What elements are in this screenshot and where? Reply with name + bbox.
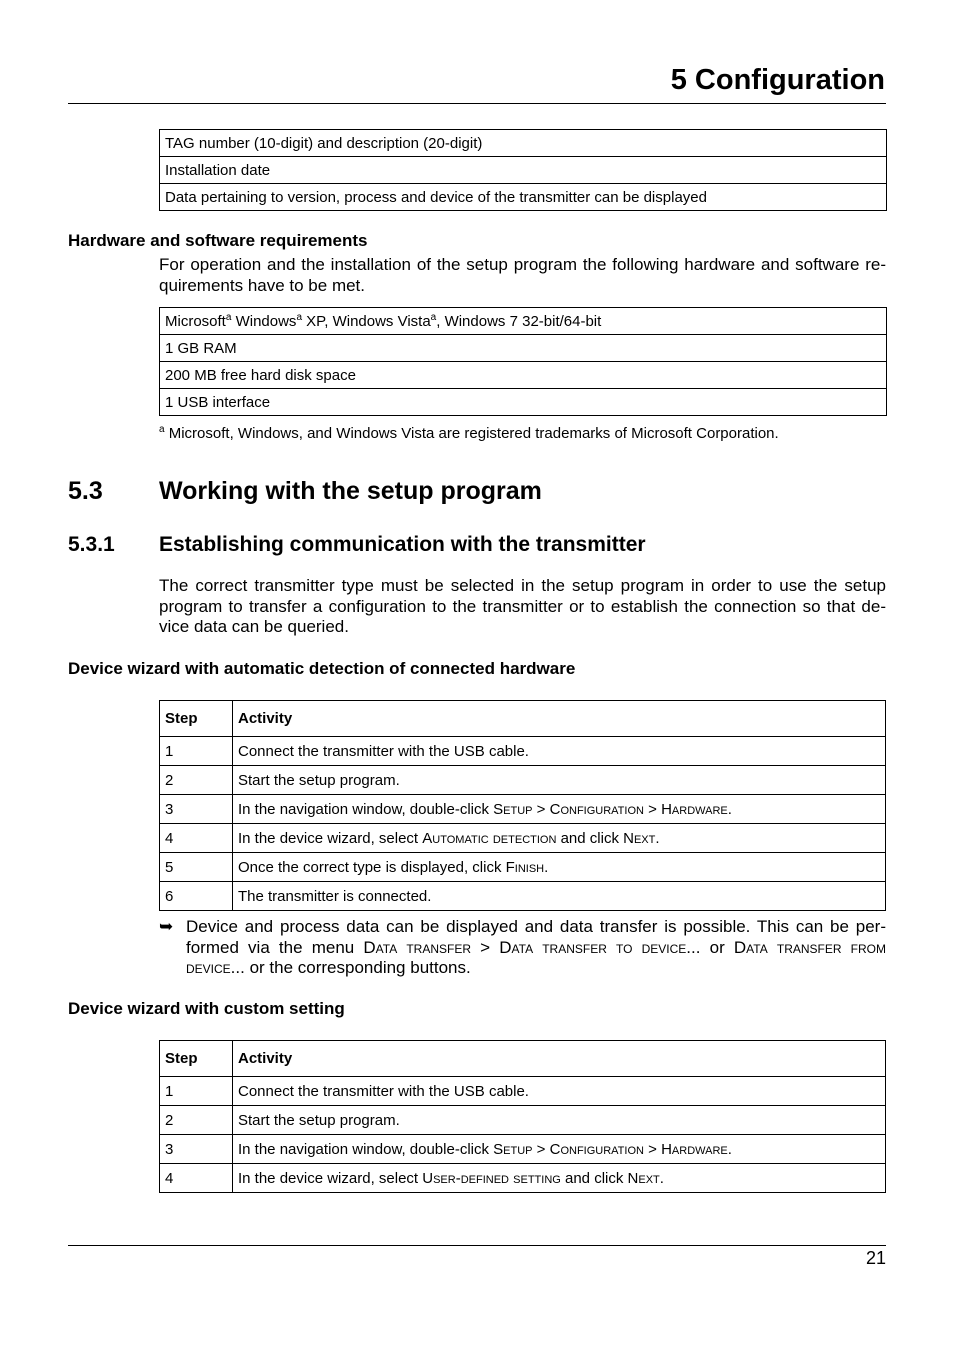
menu-path-hardware: Hardware [661,1140,728,1158]
menu-path-configuration: Configuration [549,1140,644,1158]
menu-data-transfer-to-device: Data transfer to device... [499,937,701,957]
requirements-table [159,307,887,416]
column-header-activity: Activity [233,1041,886,1077]
step-number: 4 [160,1164,233,1193]
header-rule [68,103,886,104]
step-number: 5 [160,853,233,882]
result-arrow-icon: ➥ [159,917,174,936]
table-row [160,184,887,211]
column-header-step: Step [160,701,233,737]
step-number: 1 [160,737,233,766]
table-row [160,362,887,389]
step-activity: In the device wizard, select Automatic detection and click Next. [233,824,886,853]
table-row [160,795,886,824]
step-number: 1 [160,1077,233,1106]
option-automatic-detection: Automatic detection [422,829,557,847]
step-activity: Start the setup program. [233,1106,886,1135]
step-activity: In the navigation window, double-click Setup > Configuration > Hardware. [233,1135,886,1164]
step-activity: Once the correct type is displayed, click Finish. [233,853,886,882]
step-number: 2 [160,1106,233,1135]
requirements-intro: For operation and the installation of the setup program the following hardware and software re-quirements have to be met. [159,255,886,295]
table-row [160,335,887,362]
subsection-intro: The correct transmitter type must be selected in the setup program in order to use the setup program to transfer a configuration to the transmitter or to establish the connection so that de-vice data can be queried. [159,576,886,636]
table-row [160,1106,886,1135]
footer-rule [68,1245,886,1246]
table-row [160,1164,886,1193]
step-number: 2 [160,766,233,795]
table-cell: 1 GB RAM [160,335,887,362]
trademark-footnote: $^a$ Microsoft, Windows, and Windows Vista are registered trademarks of Microsoft Corporation. [159,424,779,442]
table-row [160,737,886,766]
table-header-row [160,701,886,737]
subsection-title: Establishing communication with the transmitter [159,533,646,556]
table-cell: Installation date [160,157,887,184]
button-next: Next [623,829,656,847]
step-number: 6 [160,882,233,911]
button-next: Next [627,1169,660,1187]
table-row [160,308,887,335]
column-header-step: Step [160,1041,233,1077]
requirements-heading: Hardware and software requirements [68,231,368,250]
table-row [160,157,887,184]
table-cell: 1 USB interface [160,389,887,416]
wizard-auto-table [159,700,886,911]
table-row [160,130,887,157]
table-row [160,389,887,416]
page-number: 21 [865,1248,886,1268]
menu-path-setup: Setup [493,1140,533,1158]
chapter-title: 5 Configuration [670,64,885,96]
table-row [160,853,886,882]
subsection-heading [68,533,868,559]
column-header-activity: Activity [233,701,886,737]
menu-data-transfer-from-device: Data transfer from device... [186,937,887,977]
step-activity: In the device wizard, select User-defined setting and click Next. [233,1164,886,1193]
table-row [160,1077,886,1106]
wizard-auto-heading: Device wizard with automatic detection of connected hardware [68,659,576,678]
wizard-custom-table [159,1040,886,1193]
os-requirement-cell: Microsoft$^a$ Windows$^a$ XP, Windows Vista$^a$, Windows 7 32-bit/64-bit [160,308,887,335]
step-activity: Start the setup program. [233,766,886,795]
info-table [159,129,887,211]
button-finish: Finish [505,858,545,876]
step-activity: Connect the transmitter with the USB cable. [233,737,886,766]
menu-path-setup: Setup [493,800,533,818]
section-heading [68,477,868,511]
step-activity: In the navigation window, double-click Setup > Configuration > Hardware. [233,795,886,824]
wizard-custom-heading: Device wizard with custom setting [68,999,345,1018]
table-row [160,1135,886,1164]
result-bullet [159,917,886,979]
table-cell: TAG number (10-digit) and description (20-digit) [160,130,887,157]
step-number: 3 [160,1135,233,1164]
step-number: 3 [160,795,233,824]
table-row [160,824,886,853]
table-header-row [160,1041,886,1077]
section-title: Working with the setup program [159,477,542,505]
table-cell: Data pertaining to version, process and device of the transmitter can be displayed [160,184,887,211]
step-activity: The transmitter is connected. [233,882,886,911]
subsection-number: 5.3.1 [68,533,115,556]
step-number: 4 [160,824,233,853]
menu-path-configuration: Configuration [549,800,644,818]
menu-data-transfer: Data transfer [363,937,472,957]
table-row [160,766,886,795]
section-number: 5.3 [68,477,103,505]
step-activity: Connect the transmitter with the USB cable. [233,1077,886,1106]
table-row [160,882,886,911]
table-cell: 200 MB free hard disk space [160,362,887,389]
result-text: Device and process data can be displayed and data transfer is possible. This can be per-formed via the menu Data transfer > Data transfer to device... or Data transfer from device... or the corresponding buttons. [186,917,887,977]
option-user-defined-setting: User-defined setting [422,1169,561,1187]
menu-path-hardware: Hardware [661,800,728,818]
